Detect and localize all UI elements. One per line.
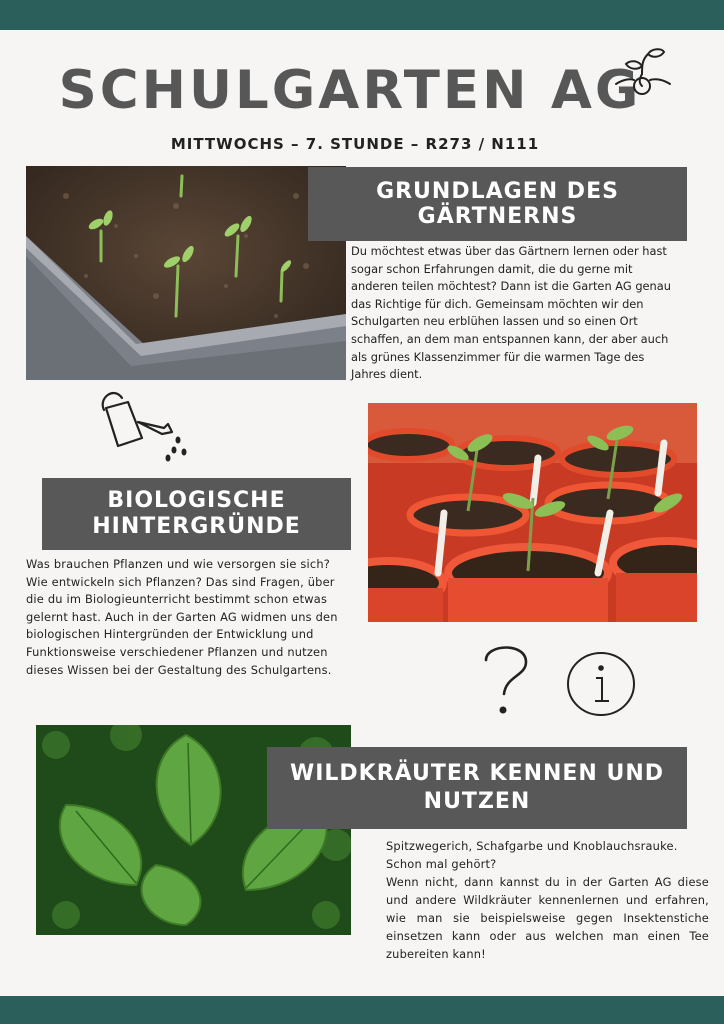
grundlagen-text	[351, 243, 677, 384]
heading-wildkraeuter	[267, 747, 687, 829]
biologische-paragraph: Was brauchen Pflanzen und wie versorgen sie sich? Wie entwickeln sich Pflanzen? Das sind Fragen, über die du im Biologieunterricht bestimmt schon etwas gelernt hast. Auch in der Garten AG widmen uns den biologischen Hintergründen der Entwicklung und Funktionsweise verschiedener Pflanzen und nutzen dieses Wissen bei der Gestaltung des Schulgartens.	[26, 557, 338, 677]
sprout-icon	[612, 44, 674, 100]
seedling-pots-photo	[368, 403, 697, 622]
biologische-text	[26, 556, 342, 679]
heading-wildkraeuter-line2: NUTZEN	[423, 789, 531, 814]
heading-grundlagen-text: GRUNDLAGEN DES GÄRTNERNS	[376, 179, 619, 229]
wildkraeuter-line1: Spitzwegerich, Schafgarbe und Knoblauchsrauke.	[386, 839, 678, 853]
question-mark-icon	[478, 640, 534, 720]
seedling-tray-photo	[26, 166, 346, 380]
watering-can-icon	[92, 388, 198, 464]
heading-biologische-line1: BIOLOGISCHE	[107, 488, 286, 513]
bottom-band	[0, 996, 724, 1024]
top-band	[0, 0, 724, 30]
page-title: SCHULGARTEN AG	[58, 60, 642, 121]
grundlagen-paragraph: Du möchtest etwas über das Gärtnern lernen oder hast sogar schon Erfahrungen damit, die du gerne mit anderen teilen möchtest? Dann ist die Garten AG genau das Richtige für dich. Gemeinsam möchten wir den Schulgarten neu erblühen lassen und so einen Ort schaffen, an dem man entspannen kann, der aber auch als grünes Klassenzimmer für die warmen Tage des Jahres dient.	[351, 244, 671, 382]
heading-biologische	[42, 478, 351, 550]
wildkraeuter-paragraph: Wenn nicht, dann kannst du in der Garten AG diese und andere Wildkräuter kennenlernen und erfahren, wie man sie beispielsweise gegen Insektenstiche einsetzen kann oder aus welchen man einen Tee zubereiten kann!	[386, 875, 709, 961]
page-subtitle: MITTWOCHS – 7. STUNDE – R273 / N111	[170, 135, 540, 153]
wildkraeuter-text	[386, 837, 709, 963]
info-icon	[565, 651, 637, 717]
heading-grundlagen	[308, 167, 687, 241]
wildkraeuter-line2: Schon mal gehört?	[386, 857, 497, 871]
heading-biologische-line2: HINTERGRÜNDE	[92, 514, 301, 539]
heading-wildkraeuter-line1: WILDKRÄUTER KENNEN UND	[289, 761, 665, 786]
